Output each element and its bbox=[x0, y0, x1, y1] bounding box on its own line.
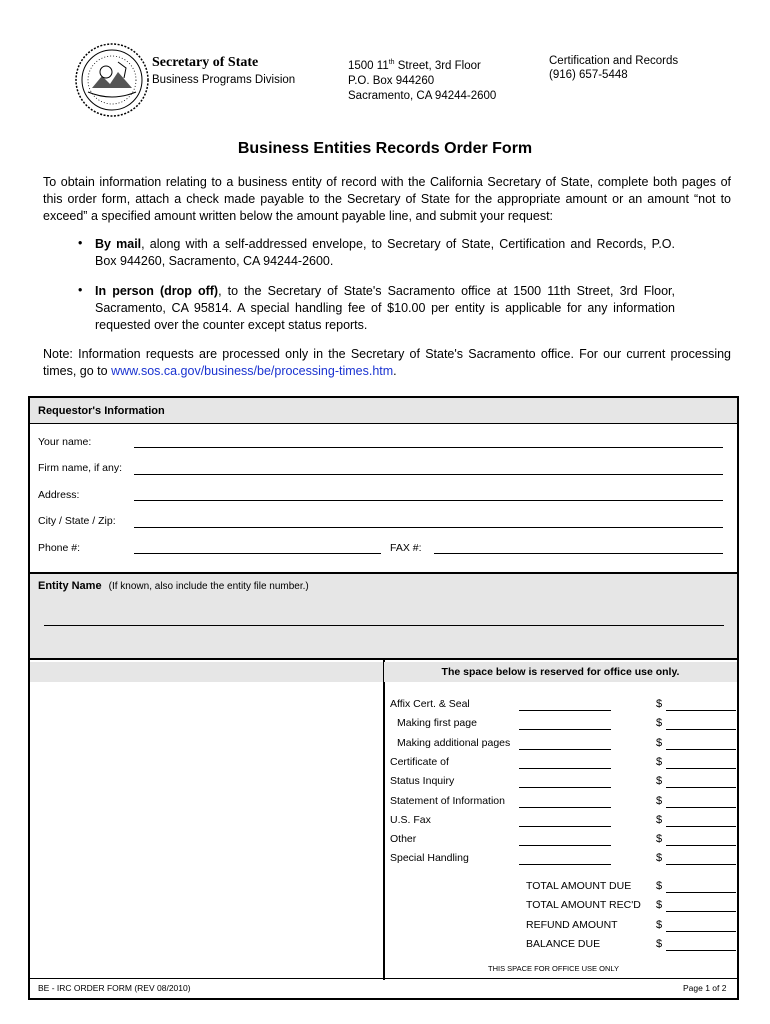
bullet-dot: • bbox=[78, 283, 83, 297]
fee-quantity-field[interactable] bbox=[519, 787, 611, 788]
address-city: Sacramento, CA 94244-2600 bbox=[348, 89, 497, 102]
entity-section bbox=[30, 574, 737, 660]
divider bbox=[30, 978, 737, 979]
fee-label: Certificate of bbox=[390, 755, 449, 768]
city-label: City / State / Zip: bbox=[38, 515, 116, 527]
address-label: Address: bbox=[38, 489, 80, 501]
fee-amount-field[interactable] bbox=[666, 729, 736, 730]
fee-amount-field[interactable] bbox=[666, 787, 736, 788]
your-name-field[interactable] bbox=[134, 447, 723, 448]
total-label: TOTAL AMOUNT REC'D bbox=[526, 899, 641, 912]
fee-label: Affix Cert. & Seal bbox=[390, 698, 470, 710]
note-end: . bbox=[393, 364, 397, 378]
office-use-heading: The space below is reserved for office use only. bbox=[384, 662, 737, 682]
fee-amount-field[interactable] bbox=[666, 768, 736, 769]
dollar-sign: $ bbox=[656, 833, 663, 846]
department-contact bbox=[549, 54, 678, 82]
total-label: REFUND AMOUNT bbox=[526, 918, 618, 931]
dollar-sign: $ bbox=[656, 775, 663, 788]
dollar-sign: $ bbox=[656, 880, 663, 892]
bullet-mail bbox=[95, 236, 675, 270]
firm-name-field[interactable] bbox=[134, 474, 723, 475]
address-sup: th bbox=[388, 59, 395, 66]
dollar-sign: $ bbox=[656, 937, 663, 950]
fee-quantity-field[interactable] bbox=[519, 864, 611, 865]
fee-quantity-field[interactable] bbox=[519, 710, 611, 711]
dollar-sign: $ bbox=[656, 852, 663, 865]
department-name: Certification and Records bbox=[549, 55, 679, 67]
total-label: TOTAL AMOUNT DUE bbox=[526, 880, 632, 892]
phone-label: Phone #: bbox=[38, 542, 81, 554]
total-amount-field[interactable] bbox=[666, 911, 736, 912]
agency-name: Secretary of State bbox=[152, 55, 259, 70]
intro-paragraph: To obtain information relating to a business entity of record with the California Secretary of State, complete both pages of this order form, attach a check made payable to the Secretary of State for the appropriate amount or an amount “not to exceed” a specified amount written below the amount payable line, and submit your request: bbox=[43, 175, 731, 223]
entity-name-field[interactable] bbox=[44, 625, 724, 626]
dollar-sign: $ bbox=[656, 717, 663, 730]
fee-quantity-field[interactable] bbox=[519, 807, 611, 808]
fee-amount-field[interactable] bbox=[666, 845, 736, 846]
fee-label: Making first page bbox=[397, 717, 477, 730]
address-pobox: P.O. Box 944260 bbox=[348, 74, 435, 87]
address-street: 1500 11 bbox=[348, 59, 389, 72]
left-blank-header bbox=[30, 662, 383, 682]
dollar-sign: $ bbox=[656, 813, 663, 826]
entity-hint: (If known, also include the entity file number.) bbox=[108, 581, 309, 592]
fee-amount-field[interactable] bbox=[666, 710, 736, 711]
total-amount-field[interactable] bbox=[666, 950, 736, 951]
bullet-person bbox=[95, 283, 675, 334]
fee-label: Other bbox=[390, 833, 417, 846]
vertical-divider bbox=[383, 660, 385, 980]
total-amount-field[interactable] bbox=[666, 892, 736, 893]
dollar-sign: $ bbox=[656, 698, 663, 710]
entity-heading: Entity Name bbox=[38, 580, 102, 592]
dollar-sign: $ bbox=[656, 755, 663, 768]
dollar-sign: $ bbox=[656, 899, 663, 912]
fee-quantity-field[interactable] bbox=[519, 768, 611, 769]
city-field[interactable] bbox=[134, 527, 723, 528]
firm-name-label: Firm name, if any: bbox=[38, 462, 123, 474]
state-seal-icon bbox=[74, 42, 150, 118]
address-field[interactable] bbox=[134, 500, 723, 501]
form-title: Business Entities Records Order Form bbox=[237, 140, 533, 157]
dollar-sign: $ bbox=[656, 794, 663, 807]
note-text: Note: Information requests are processed only in the Secretary of State's Sacramento office. For our current processing times, go to bbox=[43, 347, 731, 378]
fee-quantity-field[interactable] bbox=[519, 845, 611, 846]
department-phone: (916) 657-5448 bbox=[549, 69, 628, 81]
fee-label: Special Handling bbox=[390, 852, 469, 865]
fee-label: Status Inquiry bbox=[390, 775, 455, 788]
fee-label: Statement of Information bbox=[390, 794, 505, 807]
fee-quantity-field[interactable] bbox=[519, 826, 611, 827]
divider bbox=[30, 423, 737, 424]
fee-amount-field[interactable] bbox=[666, 864, 736, 865]
phone-field[interactable] bbox=[134, 553, 381, 554]
your-name-label: Your name: bbox=[38, 436, 92, 448]
note-paragraph bbox=[43, 346, 731, 380]
division-name: Business Programs Division bbox=[152, 74, 296, 86]
processing-times-link[interactable]: www.sos.ca.gov/business/be/processing-times.htm bbox=[111, 364, 394, 378]
form-id: BE - IRC ORDER FORM (REV 08/2010) bbox=[38, 983, 191, 993]
office-address bbox=[348, 55, 496, 104]
fee-label: Making additional pages bbox=[397, 736, 511, 749]
bullet-mail-lead: By mail bbox=[95, 237, 142, 251]
bullet-person-lead: In person (drop off) bbox=[95, 284, 219, 298]
fee-quantity-field[interactable] bbox=[519, 749, 611, 750]
dollar-sign: $ bbox=[656, 736, 663, 749]
address-street-rest: Street, 3rd Floor bbox=[394, 59, 481, 72]
dollar-sign: $ bbox=[656, 918, 663, 931]
fax-label: FAX #: bbox=[390, 542, 422, 554]
bullet-mail-text: , along with a self-addressed envelope, to Secretary of State, Certification and Records, P.O. Box 944260, Sacramento, CA 94244-2600. bbox=[95, 237, 675, 268]
fee-quantity-field[interactable] bbox=[519, 729, 611, 730]
page-number: Page 1 of 2 bbox=[683, 983, 727, 993]
total-label: BALANCE DUE bbox=[526, 937, 601, 950]
fee-amount-field[interactable] bbox=[666, 826, 736, 827]
bullet-dot: • bbox=[78, 236, 83, 250]
fax-field[interactable] bbox=[434, 553, 723, 554]
total-amount-field[interactable] bbox=[666, 931, 736, 932]
bullet-person-text: , to the Secretary of State's Sacramento office at 1500 11th Street, 3rd Floor, Sacramento, CA 95814. A special handling fee of $10.00 per entity is applicable for any information requested over the counter except status reports. bbox=[95, 284, 675, 332]
fee-amount-field[interactable] bbox=[666, 807, 736, 808]
office-use-note: THIS SPACE FOR OFFICE USE ONLY bbox=[488, 964, 619, 973]
fee-amount-field[interactable] bbox=[666, 749, 736, 750]
fee-label: U.S. Fax bbox=[390, 813, 431, 826]
requestor-heading: Requestor's Information bbox=[30, 398, 737, 424]
